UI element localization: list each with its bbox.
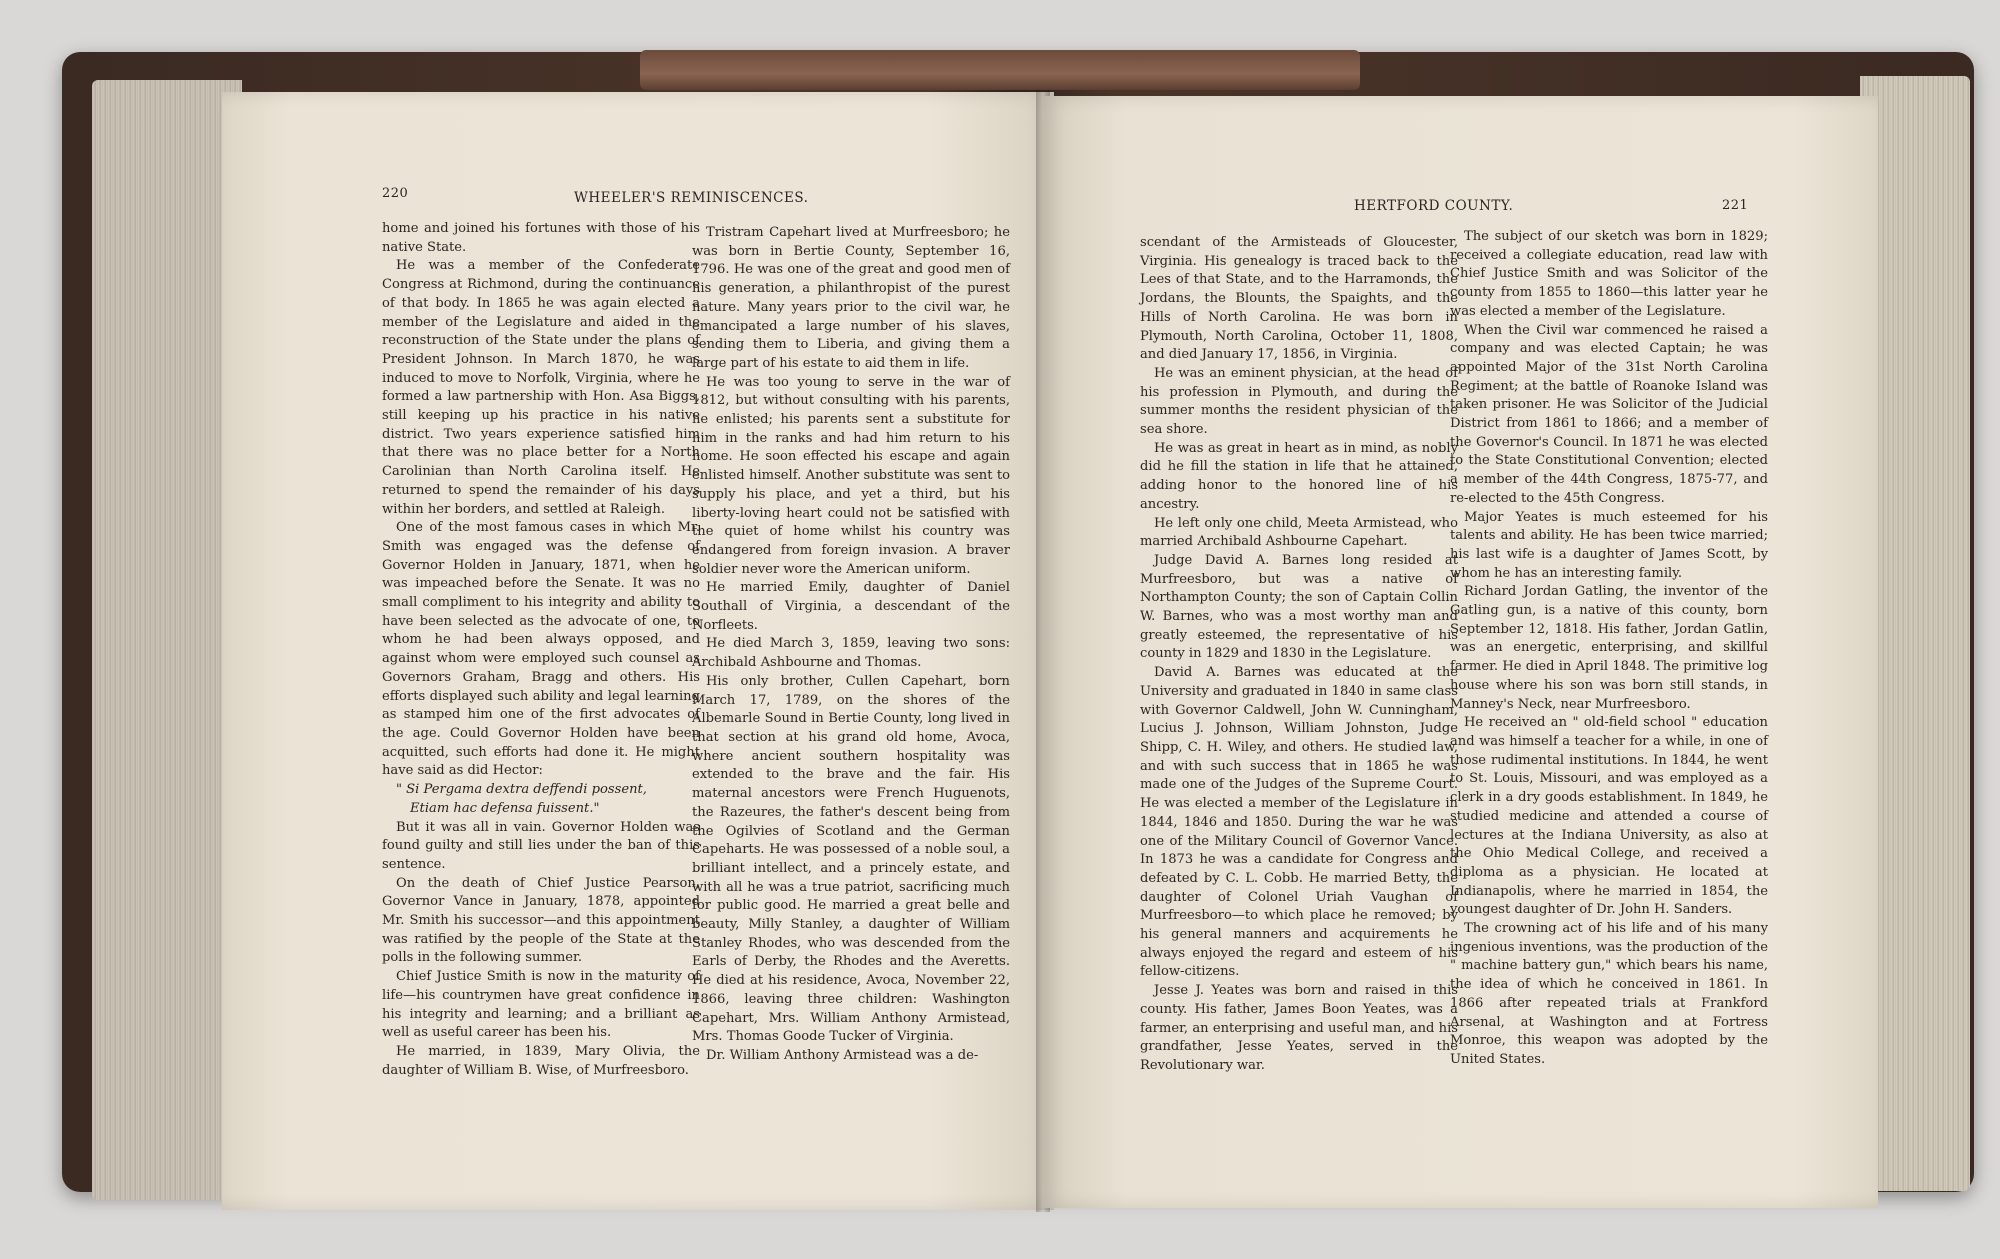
paragraph: Major Yeates is much esteemed for his talents and ability. He has been twice married; his last wife is a daughter of James Scott, by whom he has an interesting family. bbox=[1450, 509, 1768, 581]
right-running-head: HERTFORD COUNTY. bbox=[1354, 198, 1514, 214]
paragraph: The crowning act of his life and of his many ingenious inventions, was the production of the " machine battery gun," which bears his name, the idea of which he conceived in 1861. In 1866 after repeated trials at Frankford Arsenal, at Washington and at Fortress Monroe, this weapon was adopted by the United States. bbox=[1450, 921, 1768, 1067]
paragraph: Dr. William Anthony Armistead was a de- bbox=[706, 1047, 979, 1063]
paragraph: Jesse J. Yeates was born and raised in this county. His father, James Boon Yeates, was a farmer, an enterprising and useful man, and his grandfather, Jesse Yeates, served in the Revolutionary war. bbox=[1140, 983, 1458, 1073]
paragraph: One of the most famous cases in which Mr. Smith was engaged was the defense of Governor Holden in January, 1871, when he was impeached before the Senate. It was no small compliment to his integrity and ability to have been selected as the advocate of one, to whom he had been always opposed, and against whom were employed such counsel as Governors Graham, Bragg and others. His efforts displayed such ability and legal learning as stamped him one of the first advocates of the age. Could Governor Holden have been acquitted, such efforts had done it. He might have said as did Hector: bbox=[382, 520, 700, 779]
latin-quote: Etiam hac defensa fuissent." bbox=[410, 800, 600, 816]
paragraph: Chief Justice Smith is now in the maturity of life—his countrymen have great confidence in his integrity and learning; and a brilliant as well as useful career has been his. bbox=[382, 969, 700, 1041]
book-spine bbox=[640, 50, 1360, 90]
paragraph: He was a member of the Confederate Congress at Richmond, during the continuance of that body. In 1865 he was again elected a member of the Legislature and aided in the reconstruction of the State under the plans of President Johnson. In March 1870, he was induced to move to Norfolk, Virginia, where he formed a law partnership with Hon. Asa Biggs, still keeping up his practice in his native district. Two years experience satisfied him that there was no place better for a North Carolinian than North Carolina itself. He returned to spend the remainder of his days within her borders, and settled at Raleigh. bbox=[382, 258, 700, 517]
paragraph: Richard Jordan Gatling, the inventor of the Gatling gun, is a native of this county, born September 12, 1818. His father, Jordan Gatlin, was an energetic, enterprising, and skillful farmer. He died in April 1848. The primitive log house where his son was born still stands, in Manney's Neck, near Murfreesboro. bbox=[1450, 584, 1768, 712]
paragraph: He left only one child, Meeta Armistead, who married Archibald Ashbourne Capehart. bbox=[1140, 515, 1458, 550]
right-page bbox=[1042, 96, 1878, 1208]
paragraph: Tristram Capehart lived at Murfreesboro; he was born in Bertie County, September 16, 1796. He was one of the great and good men of his generation, a philanthropist of the purest nature. Many years prior to the civil war, he emancipated a large number of his slaves, sending them to Liberia, and giving them a large part of his estate to aid them in life. bbox=[692, 225, 1010, 371]
paragraph: He married, in 1839, Mary Olivia, the daughter of William B. Wise, of Murfreesboro. bbox=[382, 1043, 700, 1078]
latin-quote: " Si Pergama dextra deffendi possent, bbox=[396, 782, 647, 798]
right-column-1 bbox=[1140, 234, 1458, 1076]
paragraph: His only brother, Cullen Capehart, born March 17, 1789, on the shores of the Albemarle Sound in Bertie County, long lived in that section at his grand old home, Avoca, where ancient southern hospitality was extended to the brave and the fair. His maternal ancestors were French Huguenots, the Razeures, the father's descent being from the Ogilvies of Scotland and the German Capeharts. He was possessed of a noble soul, a brilliant intellect, and a princely estate, and with all he was a true patriot, sacrificing much for public good. He married a great belle and beauty, Milly Stanley, a daughter of William Stanley Rhodes, who was descended from the Earls of Derby, the Rhodes and the Averetts. He died at his residence, Avoca, November 22, 1866, leaving three children: Washington Capehart, Mrs. William Anthony Armistead, Mrs. Thomas Goode Tucker of Virginia. bbox=[692, 673, 1010, 1045]
paragraph: He was an eminent physician, at the head of his profession in Plymouth, and during the summer months the resident physician of the sea shore. bbox=[1140, 365, 1458, 438]
paragraph: He received an " old-field school " education and was himself a teacher for a while, in one of those rudimental institutions. In 1844, he went to St. Louis, Missouri, and was employed as a clerk in a dry goods establishment. In 1849, he studied medicine and attended a course of lectures at the Indiana University, as also at the Ohio Medical College, and received a diploma as a physician. He located at Indianapolis, where he married in 1854, the youngest daughter of Dr. John H. Sanders. bbox=[1450, 715, 1768, 918]
left-page-number: 220 bbox=[382, 186, 409, 201]
paragraph: David A. Barnes was educated at the University and graduated in 1840 in same class with Governor Caldwell, John W. Cunningham, Lucius J. Johnson, William Johnston, Judge Shipp, C. H. Wiley, and others. He studied law, and with such success that in 1865 he was made one of the Judges of the Supreme Court. He was elected a member of the Legislature in 1844, 1846 and 1850. During the war he was one of the Military Council of Governor Vance. In 1873 he was a candidate for Congress and defeated by C. L. Cobb. He married Betty, the daughter of Colonel Uriah Vaughan of Murfreesboro—to which place he removed; by his general manners and acquirements he always enjoyed the regard and esteem of his fellow-citizens. bbox=[1140, 665, 1458, 980]
left-running-head: WHEELER'S REMINISCENCES. bbox=[574, 190, 809, 206]
paragraph: On the death of Chief Justice Pearson, Governor Vance in January, 1878, appointed Mr. Smith his successor—and this appointment was ratified by the people of the State at the polls in the following summer. bbox=[382, 875, 700, 966]
paragraph: He was as great in heart as in mind, as nobly did he fill the station in life that he attained, adding honor to the honored line of his ancestry. bbox=[1140, 440, 1458, 512]
left-column-1 bbox=[382, 220, 700, 1080]
right-page-number: 221 bbox=[1722, 198, 1749, 213]
paragraph: He was too young to serve in the war of 1812, but without consulting with his parents, he enlisted; his parents sent a substitute for him in the ranks and had him return to his home. He soon effected his escape and again enlisted himself. Another substitute was sent to supply his place, and yet a third, but his liberty-loving heart could not be satisfied with the quiet of home whilst his country was endangered from foreign invasion. A braver soldier never wore the American uniform. bbox=[692, 374, 1010, 577]
left-page bbox=[222, 92, 1054, 1210]
left-column-2 bbox=[692, 224, 1010, 1066]
paragraph: But it was all in vain. Governor Holden was found guilty and still lies under the ban of this sentence. bbox=[382, 819, 700, 872]
paragraph: Judge David A. Barnes long resided at Murfreesboro, but was a native of Northampton County; the son of Captain Collin W. Barnes, who was a most worthy man and greatly esteemed, the representative of his county in 1829 and 1830 in the Legislature. bbox=[1140, 552, 1458, 662]
paragraph: He married Emily, daughter of Daniel Southall of Virginia, a descendant of the Norfleets. bbox=[692, 580, 1010, 633]
paragraph: scendant of the Armisteads of Gloucester, Virginia. His genealogy is traced back to the Lees of that State, and to the Harramonds, the Jordans, the Blounts, the Spaights, and the Hills of North Carolina. He was born in Plymouth, North Carolina, October 11, 1808, and died January 17, 1856, in Virginia. bbox=[1140, 235, 1458, 363]
left-page-edges bbox=[92, 80, 242, 1200]
paragraph: The subject of our sketch was born in 1829; received a collegiate education, read law with Chief Justice Smith and was Solicitor of the county from 1855 to 1860—this latter year he was elected a member of the Legislature. bbox=[1450, 229, 1768, 319]
paragraph: home and joined his fortunes with those of his native State. bbox=[382, 221, 700, 255]
paragraph: He died March 3, 1859, leaving two sons: Archibald Ashbourne and Thomas. bbox=[692, 636, 1010, 671]
right-column-2 bbox=[1450, 228, 1768, 1070]
paragraph: When the Civil war commenced he raised a company and was elected Captain; he was appointed Major of the 31st North Carolina Regiment; at the battle of Roanoke Island was taken prisoner. He was Solicitor of the Judicial District from 1861 to 1866; and a member of the Governor's Council. In 1871 he was elected to the State Constitutional Convention; elected a member of the 44th Congress, 1875-77, and re-elected to the 45th Congress. bbox=[1450, 322, 1768, 506]
